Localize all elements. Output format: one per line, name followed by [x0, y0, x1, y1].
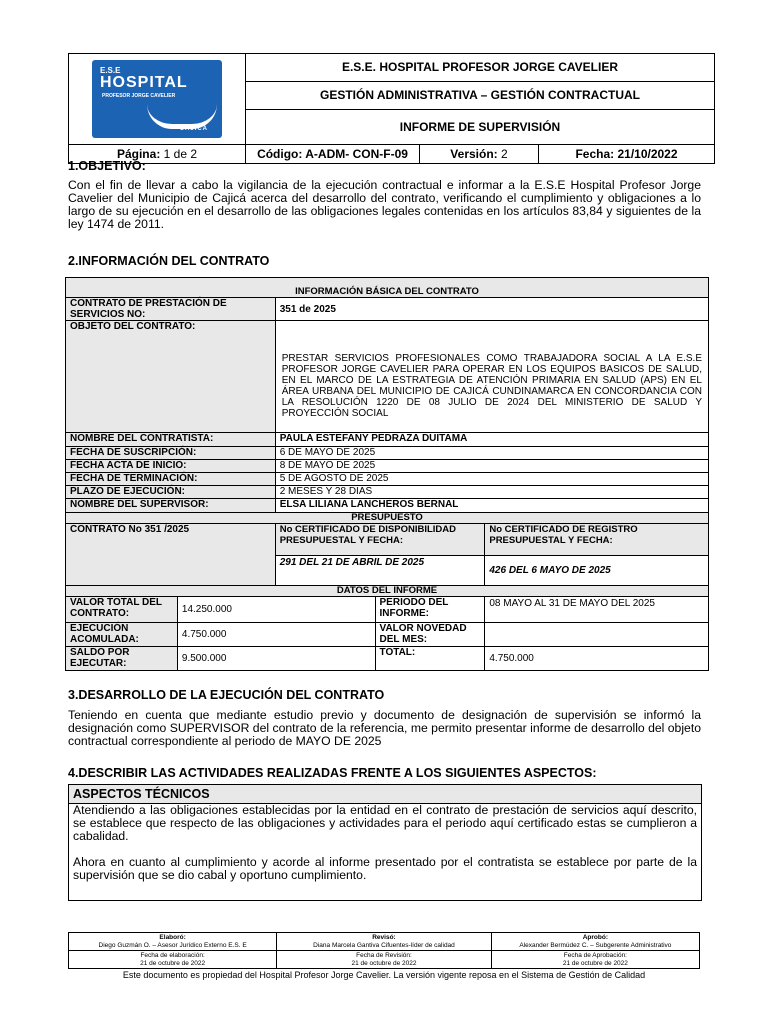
- made-date: Fecha de elaboración: 21 de octubre de 2022: [69, 951, 277, 969]
- term-label: PLAZO DE EJECUCIÓN:: [66, 486, 276, 499]
- page-indicator: Página: 1 de 2: [69, 145, 246, 164]
- contract-info-table: [65, 277, 709, 671]
- total-amount: 4.750.000: [485, 647, 709, 671]
- end-date-value: 5 DE AGOSTO DE 2025: [275, 473, 708, 486]
- review-date: Fecha de Revisión: 21 de octubre de 2022: [277, 951, 492, 969]
- start-date-value: 8 DE MAYO DE 2025: [275, 460, 708, 473]
- approval-date: Fecha de Aprobación: 21 de octubre de 2022: [491, 951, 699, 969]
- section-objective-title: 1.OBJETIVO:: [68, 159, 146, 173]
- report-title: INFORME DE SUPERVISIÓN: [246, 109, 715, 144]
- basic-info-heading: INFORMACIÓN BÁSICA DEL CONTRATO: [66, 278, 709, 298]
- section-activities-title: 4.DESCRIBIR LAS ACTIVIDADES REALIZADAS FRENTE A LOS SIGUIENTES ASPECTOS:: [68, 766, 597, 780]
- balance-value: 9.500.000: [177, 647, 375, 671]
- total-label: TOTAL:: [375, 647, 485, 671]
- section-contract-info-title: 2.INFORMACIÓN DEL CONTRATO: [68, 254, 270, 268]
- crp-value: 426 DEL 6 MAYO DE 2025: [485, 556, 709, 586]
- signed-date-label: FECHA DE SUSCRIPCIÓN:: [66, 447, 276, 460]
- section-execution-title: 3.DESARROLLO DE LA EJECUCIÓN DEL CONTRATO: [68, 688, 385, 702]
- report-data-heading: DATOS DEL INFORME: [66, 586, 709, 597]
- technical-aspects-box: [68, 784, 702, 901]
- supervisor-value: ELSA LILIANA LANCHEROS BERNAL: [275, 499, 708, 513]
- contractor-value: PAULA ESTEFANY PEDRAZA DUITAMA: [275, 433, 708, 447]
- total-value-label: VALOR TOTAL DEL CONTRATO:: [66, 597, 178, 623]
- period-label: PERIODO DEL INFORME:: [375, 597, 485, 623]
- logo-text-hospital: HOSPITAL: [100, 74, 188, 91]
- approval-footer: [68, 932, 700, 969]
- budget-contract-label: CONTRATO No 351 /2025: [66, 524, 276, 586]
- document-date: Fecha: 21/10/2022: [539, 145, 715, 164]
- contract-object-label: OBJETO DEL CONTRATO:: [66, 321, 276, 433]
- balance-label: SALDO POR EJECUTAR:: [66, 647, 178, 671]
- logo-text-city: CAJICA: [179, 126, 208, 132]
- technical-aspects-paragraph-1: Atendiendo a las obligaciones establecidas por la entidad en el contrato de prestación de servicios aquí descrito, se establece que respecto de las obligaciones y actividades para el periodo aquí certificado estas se cumplieron a cabalidad.: [73, 803, 697, 843]
- contract-object-value: PRESTAR SERVICIOS PROFESIONALES COMO TRABAJADORA SOCIAL A LA E.S.E PROFESOR JORGE CAVELIER PARA OPERAR EN LOS EQUIPOS BASICOS DE SALUD, EN EL MARCO DE LA ESTRATEGIA DE ATENCIÓN PRIMARIA EN SALUD (APS) EN EL ÁREA URBANA DEL MUNICIPIO DE CAJICÁ CUNDINAMARCA EN CONCORDANCIA CON LA RESOLUCIÓN 1220 DE 08 JULIO DE 2024 DEL MINISTERIO DE SALUD Y PROYECCIÓN SOCIAL: [275, 321, 708, 433]
- start-date-label: FECHA ACTA DE INICIO:: [66, 460, 276, 473]
- term-value: 2 MESES Y 28 DIAS: [275, 486, 708, 499]
- approved-by: Aprobó: Alexander Bermúdez C. – Subgerente Administrativo: [491, 933, 699, 951]
- news-value: [485, 623, 709, 647]
- logo-text-name: PROFESOR JORGE CAVELIER: [102, 93, 176, 99]
- ownership-note: Este documento es propiedad del Hospital Profesor Jorge Cavelier. La versión vigente reposa en el Sistema de Gestión de Calidad: [122, 970, 646, 980]
- logo-text-ese: E.S.E: [100, 66, 121, 75]
- total-value: 14.250.000: [177, 597, 375, 623]
- contractor-label: NOMBRE DEL CONTRATISTA:: [66, 433, 276, 447]
- section-execution-text: Teniendo en cuenta que mediante estudio previo y documento de designación de supervisión se informó la designación como SUPERVISOR del contrato de la referencia, me permito presentar informe de desarrollo del objeto contractual correspondiente al periodo de MAYO DE 2025: [68, 708, 701, 748]
- document-version: Versión: 2: [420, 145, 539, 164]
- technical-aspects-title: ASPECTOS TÉCNICOS: [69, 785, 701, 804]
- end-date-label: FECHA DE TERMINACIÓN:: [66, 473, 276, 486]
- section-objective-text: Con el fin de llevar a cabo la vigilancia de la ejecución contractual e informar a la E.S.E Hospital Profesor Jorge Cavelier del Municipio de Cajicá acerca del desarrollo del contrato, verificando el cumplimiento y obligaciones a lo largo de su ejecución en el desarrollo de las obligaciones legales contenidas en los artículos 83,84 y siguientes de la ley 1474 de 2011.: [68, 178, 701, 231]
- made-by: Elaboró: Diego Guzmán O. – Asesor Jurídico Externo E.S. E: [69, 933, 277, 951]
- executed-value: 4.750.000: [177, 623, 375, 647]
- cdp-value: 291 DEL 21 DE ABRIL DE 2025: [275, 556, 485, 586]
- document-header: [68, 53, 715, 164]
- reviewed-by: Revisó: Diana Marcela Gantiva Cifuentes-líder de calidad: [277, 933, 492, 951]
- executed-label: EJECUCIÓN ACOMULADA:: [66, 623, 178, 647]
- period-value: 08 MAYO AL 31 DE MAYO DEL 2025: [485, 597, 709, 623]
- logo-cell: [69, 54, 246, 145]
- department-name: GESTIÓN ADMINISTRATIVA – GESTIÓN CONTRACTUAL: [246, 81, 715, 109]
- technical-aspects-paragraph-2: Ahora en cuanto al cumplimiento y acorde al informe presentado por el contratista se establece por parte de la supervisión que se dio cabal y oportuno cumplimiento.: [73, 855, 697, 882]
- hospital-logo: [92, 60, 222, 138]
- institution-name: E.S.E. HOSPITAL PROFESOR JORGE CAVELIER: [246, 54, 715, 82]
- news-label: VALOR NOVEDAD DEL MES:: [375, 623, 485, 647]
- supervisor-label: NOMBRE DEL SUPERVISOR:: [66, 499, 276, 513]
- contract-no-value: 351 de 2025: [275, 298, 708, 321]
- document-code: Código: A-ADM- CON-F-09: [246, 145, 420, 164]
- crp-label: No CERTIFICADO DE REGISTRO PRESUPUESTAL Y FECHA:: [485, 524, 709, 556]
- technical-aspects-body: [69, 804, 701, 900]
- contract-no-label: CONTRATO DE PRESTACIÓN DE SERVICIOS NO:: [66, 298, 276, 321]
- signed-date-value: 6 DE MAYO DE 2025: [275, 447, 708, 460]
- budget-heading: PRESUPUESTO: [66, 513, 709, 524]
- cdp-label: No CERTIFICADO DE DISPONIBILIDAD PRESUPUESTAL Y FECHA:: [275, 524, 485, 556]
